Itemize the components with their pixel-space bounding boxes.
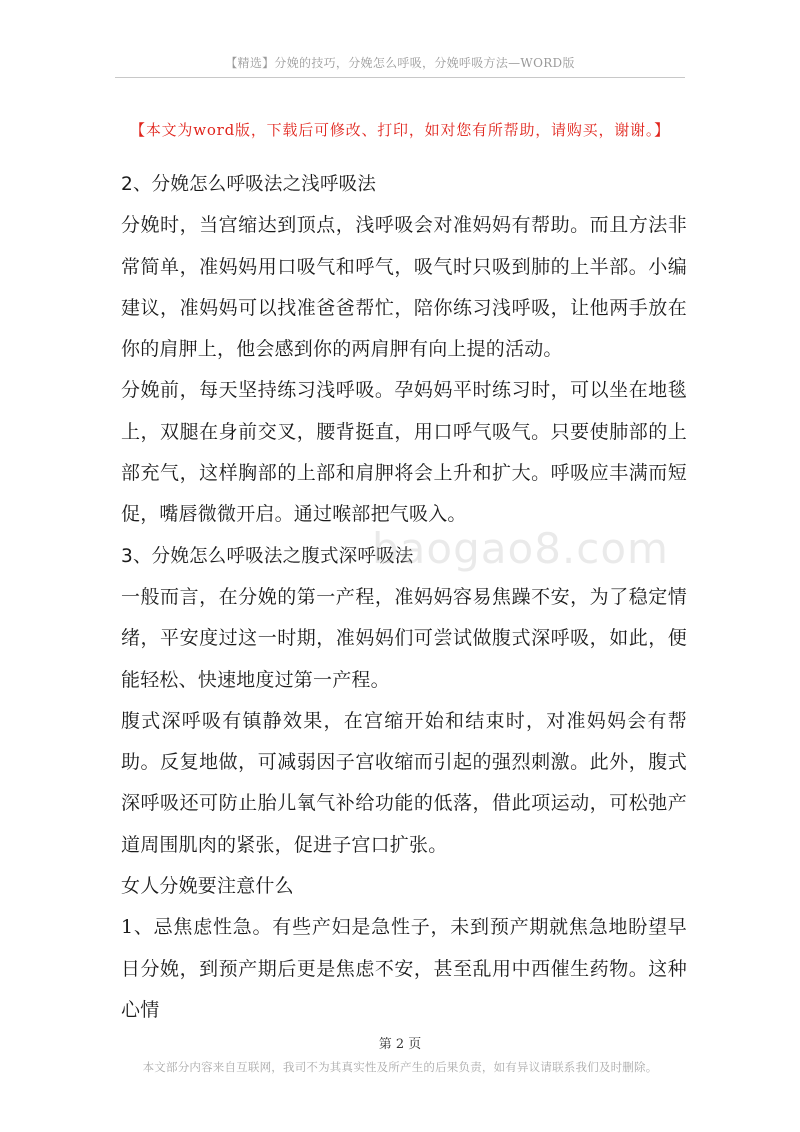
paragraph: 腹式深呼吸有镇静效果，在宫缩开始和结束时，对准妈妈会有帮助。反复地做，可减弱因子宫收缩而引起的强烈刺激。此外，腹式深呼吸还可防止胎儿氧气补给功能的低落，借此项运动，可松弛产道周围肌肉的紧张，促进子宫口扩张。 <box>121 709 687 856</box>
header-divider <box>115 77 685 78</box>
footer-disclaimer: 本文部分内容来自互联网，我司不为其真实性及所产生的后果负责，如有异议请联系我们及时删除。 <box>142 1060 658 1074</box>
paragraph: 分娩前，每天坚持练习浅呼吸。孕妈妈平时练习时，可以坐在地毯上，双腿在身前交叉，腰背挺直，用口呼气吸气。只要使肺部的上部充气，这样胸部的上部和肩胛将会上升和扩大。呼吸应丰满而短促，嘴唇微微开启。通过喉部把气吸入。 <box>121 379 687 526</box>
document-body <box>121 164 687 1031</box>
document-header: 【精选】分娩的技巧，分娩怎么呼吸，分娩呼吸方法—WORD版 <box>225 56 575 70</box>
watermark: baogao8.com <box>372 524 669 573</box>
section-heading-abdominal-breathing: 3、分娩怎么呼吸法之腹式深呼吸法 <box>121 545 414 567</box>
paragraph: 1、忌焦虑性急。有些产妇是急性子，未到预产期就焦急地盼望早日分娩，到预产期后更是焦虑不安，甚至乱用中西催生药物。这种心情 <box>121 916 687 1021</box>
section-heading-precautions: 女人分娩要注意什么 <box>121 875 294 898</box>
paragraph: 分娩时，当宫缩达到顶点，浅呼吸会对准妈妈有帮助。而且方法非常简单，准妈妈用口吸气和呼气，吸气时只吸到肺的上半部。小编建议，准妈妈可以找准爸爸帮忙，陪你练习浅呼吸，让他两手放在你的肩胛上，他会感到你的两肩胛有向上提的活动。 <box>121 214 687 361</box>
paragraph: 一般而言，在分娩的第一产程，准妈妈容易焦躁不安，为了稳定情绪，平安度过这一时期，准妈妈们可尝试做腹式深呼吸，如此，便能轻松、快速地度过第一产程。 <box>121 585 687 691</box>
section-heading-shallow-breathing: 2、分娩怎么呼吸法之浅呼吸法 <box>121 174 377 195</box>
download-notice: 【本文为word版，下载后可修改、打印，如对您有所帮助，请购买，谢谢。】 <box>130 121 670 139</box>
page-number: 第 2 页 <box>378 1037 422 1052</box>
